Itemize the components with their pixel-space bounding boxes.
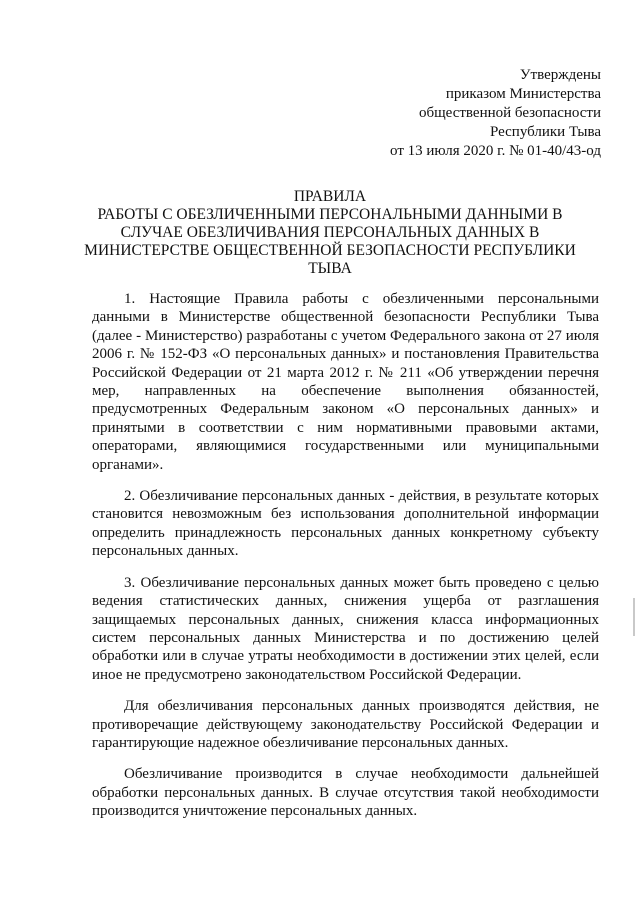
title-line: ТЫВА: [308, 260, 352, 277]
paragraph-3: 3. Обезличивание персональных данных может быть проведено с целью ведения статистических данных, снижения ущерба от разглашения защищаемых персональных данных, снижения класса информационных систем персональных данных Министерства и по достижению целей обработки или в случае утраты необходимости в достижении этих целей, если иное не предусмотрено законодательством Российской Федерации.: [92, 574, 599, 683]
paragraph-1: 1. Настоящие Правила работы с обезличенными персональными данными в Министерстве общественной безопасности Республики Тыва (далее - Министерство) разработаны с учетом Федерального закона от 27 июля 2006 г. № 152-ФЗ «О персональных данных» и постановления Правительства Российской Федерации от 21 марта 2012 г. № 211 «Об утверждении перечня мер, направленных на обеспечение выполнения обязанностей, предусмотренных Федеральным законом «О персональных данных» и принятыми в соответствии с ним нормативными правовыми актами, операторами, являющимися государственными или муниципальными органами».: [92, 291, 599, 473]
title-line: СЛУЧАЕ ОБЕЗЛИЧИВАНИЯ ПЕРСОНАЛЬНЫХ ДАННЫХ В: [120, 224, 540, 241]
document-body: [92, 290, 599, 831]
title-line: МИНИСТЕРСТВЕ ОБЩЕСТВЕННОЙ БЕЗОПАСНОСТИ РЕСПУБЛИКИ: [84, 242, 576, 259]
approval-line: Утверждены: [519, 67, 601, 83]
document-title: [80, 188, 580, 278]
approval-line: приказом Министерства: [445, 86, 601, 102]
title-line: ПРАВИЛА: [293, 188, 367, 205]
approval-line: общественной безопасности: [418, 105, 601, 121]
approval-line: Республики Тыва: [489, 124, 601, 140]
paragraph-2: 2. Обезличивание персональных данных - действия, в результате которых становится невозможным без использования дополнительной информации определить принадлежность персональных данных конкретному субъекту персональных данных.: [92, 488, 599, 560]
approval-stamp: [390, 66, 601, 161]
scan-edge-mark: [633, 598, 635, 636]
approval-line: от 13 июля 2020 г. № 01-40/43-од: [390, 143, 601, 159]
paragraph-4: Для обезличивания персональных данных производятся действия, не противоречащие действующему законодательству Российской Федерации и гарантирующие надежное обезличивание персональных данных.: [92, 698, 599, 751]
paragraph-5: Обезличивание производится в случае необходимости дальнейшей обработки персональных данных. В случае отсутствия такой необходимости производится уничтожение персональных данных.: [92, 766, 599, 820]
title-line: РАБОТЫ С ОБЕЗЛИЧЕННЫМИ ПЕРСОНАЛЬНЫМИ ДАННЫМИ В: [97, 206, 563, 223]
